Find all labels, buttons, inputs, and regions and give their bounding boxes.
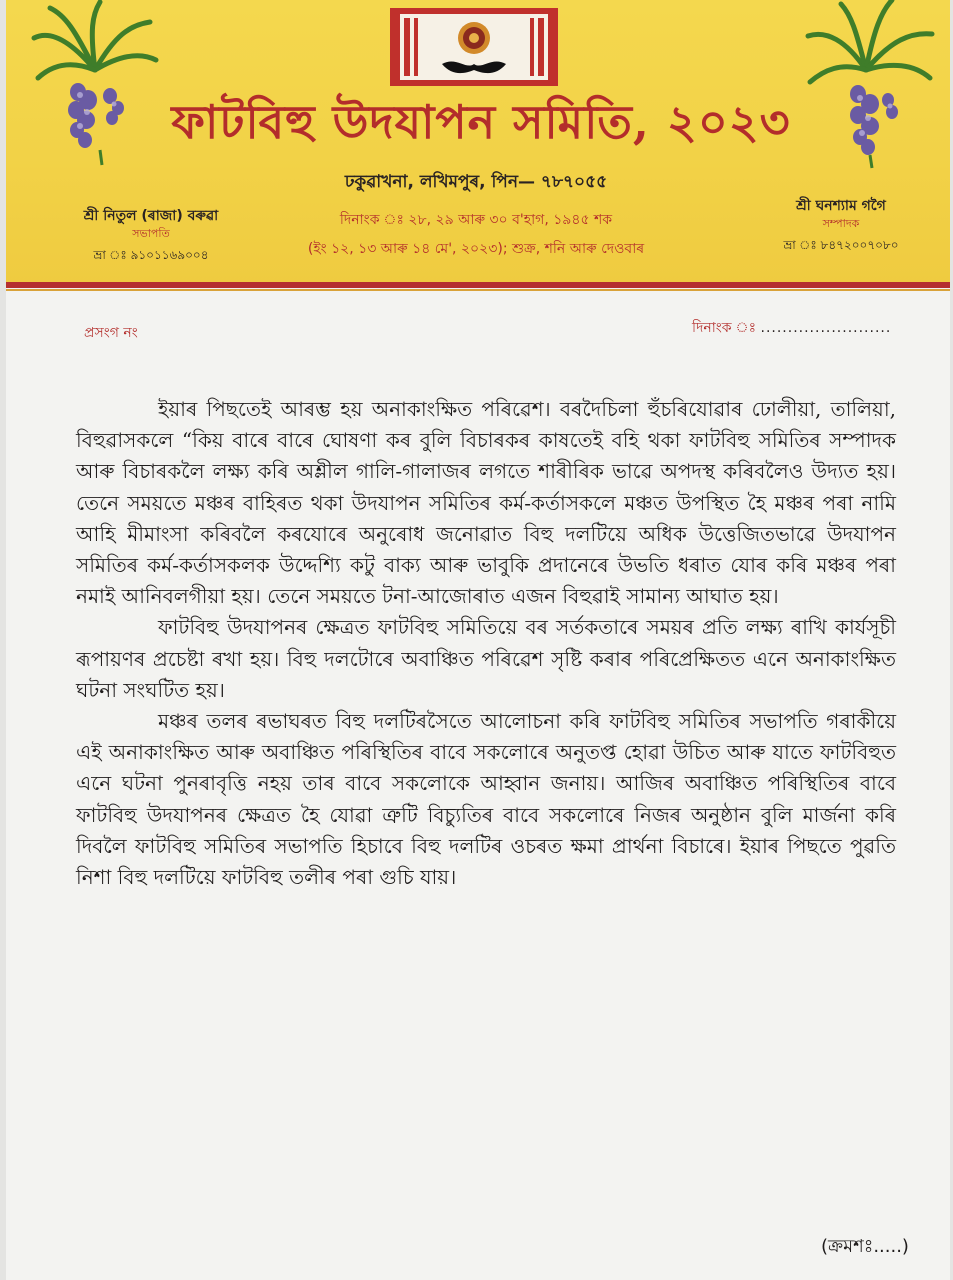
event-date-line-1: দিনাংক ঃ ২৮, ২৯ আৰু ৩০ ব'হাগ, ১৯৪৫ শক bbox=[339, 212, 613, 228]
reference-label: প্ৰসংগ নং bbox=[84, 325, 138, 341]
orchid-plant-right-icon bbox=[796, 0, 936, 170]
continued-note: (ক্ৰমশঃ.....) bbox=[821, 1236, 909, 1257]
president-phone: ভ্ৰা ঃ ৯১০১১৬৯০০৪ bbox=[93, 248, 209, 262]
president-name: শ্ৰী নিতুল (ৰাজা) বৰুৱা bbox=[83, 208, 219, 224]
secretary-block bbox=[761, 196, 921, 254]
event-date-line-2: (ইং ১২, ১৩ আৰু ১৪ মে', ২০২৩); শুক্ৰ, শনি আৰু দেওবাৰ bbox=[307, 241, 645, 257]
organization-title: ফাটবিহু উদযাপন সমিতি, ২০২৩ bbox=[171, 95, 791, 149]
letter-body bbox=[76, 394, 896, 893]
letterhead bbox=[6, 0, 950, 284]
body-paragraph-3: মঞ্চৰ তলৰ ৰভাঘৰত বিহু দলটিৰসৈতে আলোচনা কৰি ফাটবিহু সমিতিৰ সভাপতি গৰাকীয়ে এই অনাকাংক্ষিত আৰু অবাঞ্চিত পৰিস্থিতিৰ বাবে সকলোৰে অনুতপ্ত হোৱা উচিত আৰু যাতে ফাটবিহুত এনে ঘটনা পুনৰাবৃত্তি নহয় তাৰ বাবে সকলোকে আহ্বান জনায়। আজিৰ অবাঞ্চিত পৰিস্থিতিৰ বাবে ফাটবিহু উদযাপনৰ ক্ষেত্ৰত হৈ যোৱা ত্ৰুটি বিচ্যুতিৰ বাবে সকলোৰে নিজৰ অনুষ্ঠান বুলি মাৰ্জনা কৰি দিবলৈ ফাটবিহু সমিতিৰ সভাপতি হিচাবে বিহু দলটিৰ ওচৰত ক্ষমা প্ৰাৰ্থনা বিচাৰে। ইয়াৰ পিছতে পুৱতি নিশা বিহু দলটিয়ে ফাটবিহু তলীৰ পৰা গুচি যায়। bbox=[76, 709, 896, 890]
letterhead-divider bbox=[6, 282, 950, 288]
date-field bbox=[692, 316, 891, 340]
secretary-phone: ভ্ৰা ঃ ৮৪৭২০০৭০৮০ bbox=[783, 238, 899, 252]
gamosa-emblem-icon bbox=[390, 8, 558, 86]
date-label: দিনাংক ঃ bbox=[692, 320, 757, 336]
letterhead-divider-thin bbox=[6, 289, 950, 291]
secretary-role: সম্পাদক bbox=[822, 217, 860, 230]
orchid-plant-left-icon bbox=[30, 0, 160, 170]
secretary-name: শ্ৰী ঘনশ্যাম গগৈ bbox=[796, 198, 886, 214]
letter-page bbox=[6, 0, 950, 1280]
president-block bbox=[66, 206, 236, 264]
body-paragraph-1: ইয়াৰ পিছতেই আৰম্ভ হয় অনাকাংক্ষিত পৰিৱেশ। বৰদৈচিলা হুঁচৰিযোৱাৰ ঢোলীয়া, তালিয়া, বিহুৱাসকলে “কিয় বাৰে বাৰে ঘোষণা কৰ বুলি বিচাৰকৰ কাষতেই বহি থকা ফাটবিহু সমিতিৰ সম্পাদক আৰু বিচাৰকলৈ লক্ষ্য কৰি অশ্লীল গালি-গালাজৰ লগতে শাৰীৰিক ভাৱে অপদস্থ কৰিবলৈও উদ্যত হয়। তেনে সময়তে মঞ্চৰ বাহিৰত থকা উদযাপন সমিতিৰ কৰ্ম-কৰ্তাসকলে মঞ্চত উপস্থিত হৈ মঞ্চৰ পৰা নামি আহি মীমাংসা কৰিবলৈ কৰযোৰে অনুৰোধ জনোৱাত বিহু দলটিয়ে অধিক উত্তেজিতভাৱে উদযাপন সমিতিৰ কৰ্ম-কৰ্তাসকলক উদ্দেশ্যি কটু বাক্য আৰু ভাবুকি প্ৰদানেৰে উভতি ধৰাত যোৰ কৰি মঞ্চৰ পৰা নমাই আনিবলগীয়া হয়। তেনে সময়তে টনা-আজোৰাত এজন বিহুৱাই সামান্য আঘাত হয়। bbox=[76, 397, 896, 609]
body-paragraph-2: ফাটবিহু উদযাপনৰ ক্ষেত্ৰত ফাটবিহু সমিতিয়ে বৰ সৰ্তকতাৰে সময়ৰ প্ৰতি লক্ষ্য ৰাখি কাৰ্যসূচী ৰূপায়ণৰ প্ৰচেষ্টা ৰখা হয়। বিহু দলটোৰে অবাঞ্চিত পৰিৱেশ সৃষ্টি কৰাৰ পৰিপ্ৰেক্ষিতত এনে অনাকাংক্ষিত ঘটনা সংঘটিত হয়। bbox=[76, 615, 896, 702]
date-blank: ........................ bbox=[760, 320, 892, 336]
president-role: সভাপতি bbox=[132, 227, 170, 240]
organization-address: ঢকুৱাখনা, লখিমপুৰ, পিন— ৭৮৭০৫৫ bbox=[344, 172, 608, 192]
